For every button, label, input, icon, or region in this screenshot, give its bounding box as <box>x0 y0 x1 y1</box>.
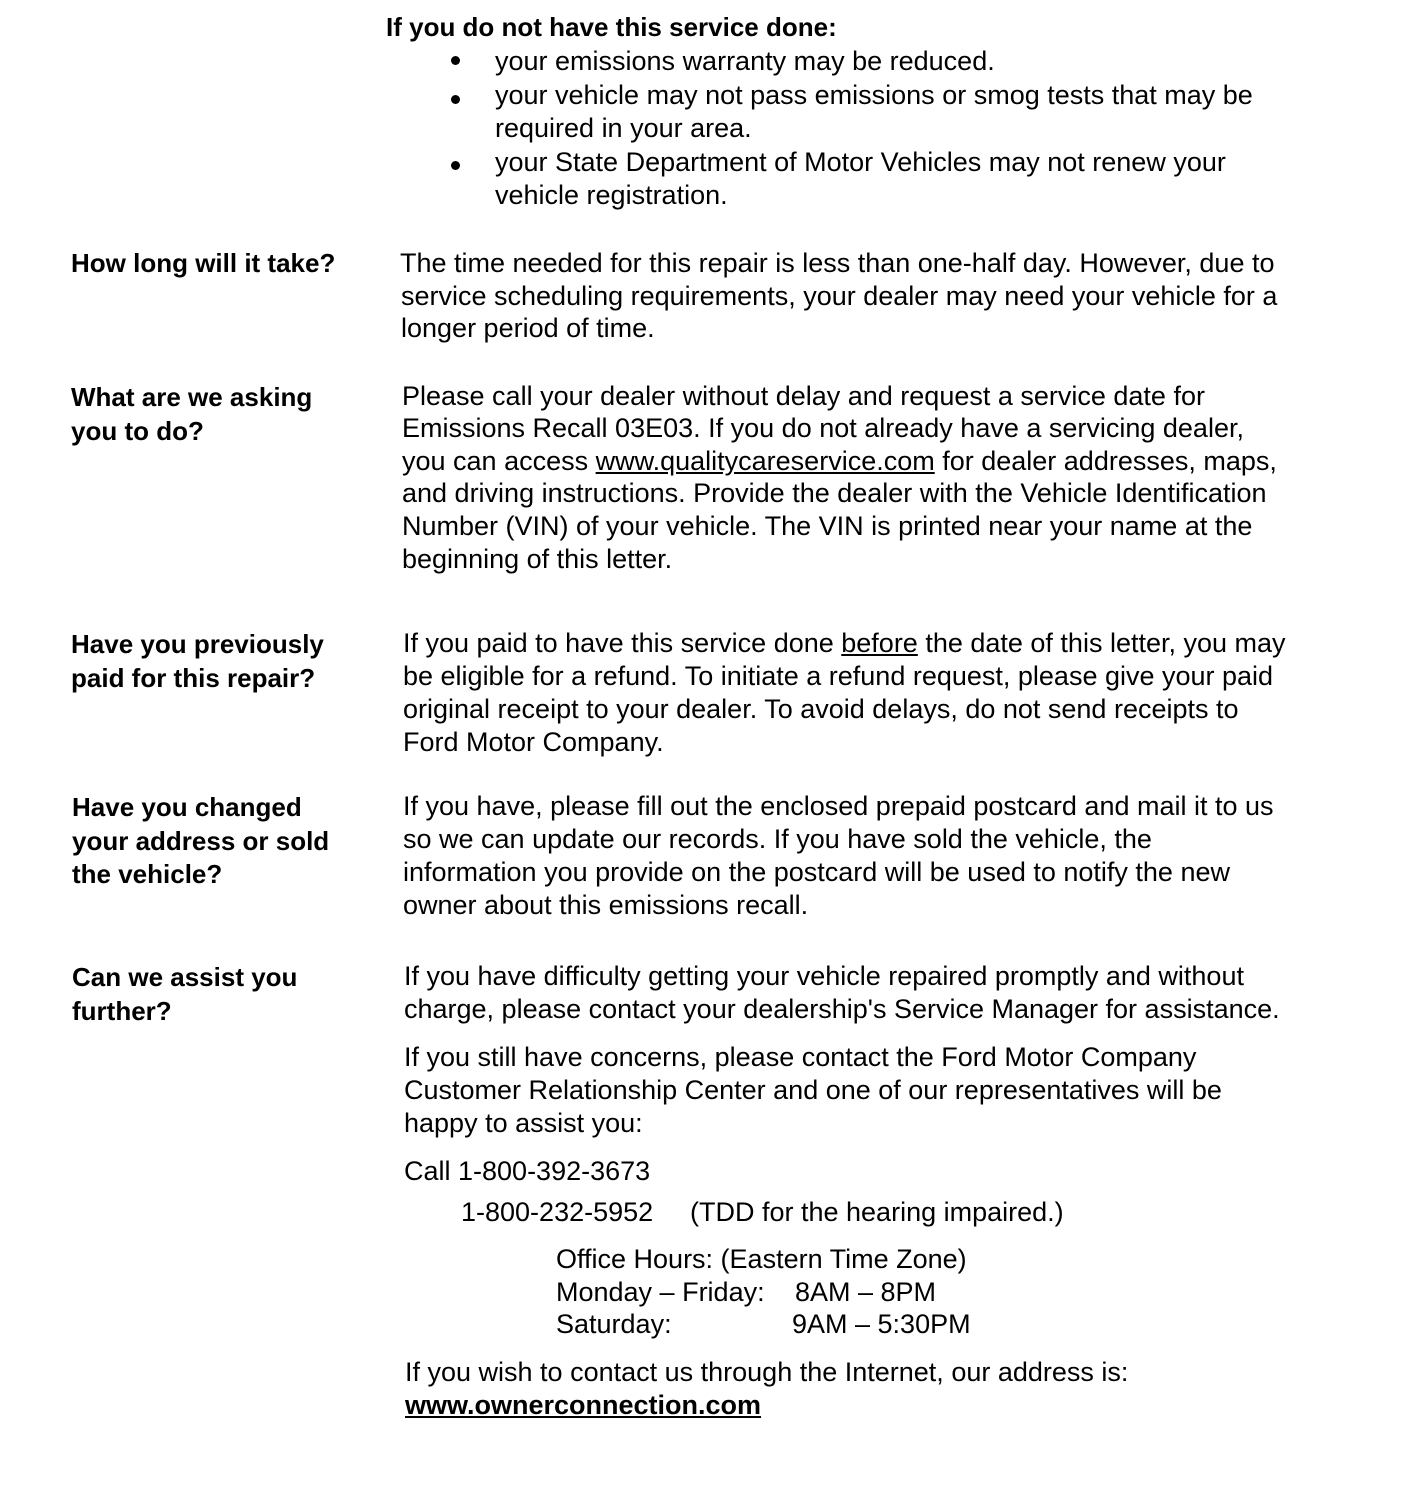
asking-line-4: and driving instructions. Provide the dealer with the Vehicle Identification <box>402 478 1267 508</box>
bullet-3-line-2: vehicle registration. <box>495 180 728 210</box>
assist-para-1-line-1: If you have difficulty getting your vehicle repaired promptly and without <box>404 961 1244 991</box>
asking-question-line-2: you to do? <box>71 416 204 446</box>
changed-address-line-2: so we can update our records. If you have sold the vehicle, the <box>403 824 1152 854</box>
owner-connection-link-wrapper <box>405 1389 761 1422</box>
previously-paid-line-2: be eligible for a refund. To initiate a refund request, please give your paid <box>403 661 1274 691</box>
asking-line-3-end: for dealer addresses, maps, <box>934 446 1277 476</box>
asking-line-3-start: you can access <box>402 446 596 476</box>
bullet-1-line-1: your emissions warranty may be reduced. <box>495 46 995 76</box>
assist-para-2-line-1: If you still have concerns, please contact the Ford Motor Company <box>404 1042 1197 1072</box>
bullet-icon <box>451 161 460 170</box>
assist-para-1-line-2: charge, please contact your dealership's Service Manager for assistance. <box>404 994 1280 1024</box>
asking-line-5: Number (VIN) of your vehicle. The VIN is printed near your name at the <box>402 511 1253 541</box>
previously-paid-line-3: original receipt to your dealer. To avoid delays, do not send receipts to <box>403 694 1239 724</box>
bullet-2-line-1: your vehicle may not pass emissions or smog tests that may be <box>495 80 1253 110</box>
changed-address-question-line-3: the vehicle? <box>72 859 223 889</box>
assist-question-line-1: Can we assist you <box>72 962 298 992</box>
assist-para-2-line-3: happy to assist you: <box>404 1108 643 1138</box>
previously-paid-line-4: Ford Motor Company. <box>403 727 664 757</box>
weekday-label: Monday – Friday: <box>556 1277 765 1307</box>
changed-address-line-1: If you have, please fill out the enclosed prepaid postcard and mail it to us <box>403 791 1274 821</box>
previously-paid-question-line-2: paid for this repair? <box>71 663 316 693</box>
asking-question-line-1: What are we asking <box>71 382 313 412</box>
office-hours-heading: Office Hours: (Eastern Time Zone) <box>556 1244 967 1274</box>
call-phone-line: Call 1-800-392-3673 <box>404 1156 651 1186</box>
saturday-hours: 9AM – 5:30PM <box>792 1309 971 1339</box>
saturday-label: Saturday: <box>556 1309 672 1339</box>
weekday-hours: 8AM – 8PM <box>795 1277 937 1307</box>
tdd-note: (TDD for the hearing impaired.) <box>690 1197 1064 1227</box>
changed-address-question-line-1: Have you changed <box>72 792 302 822</box>
owner-connection-link[interactable]: www.ownerconnection.com <box>405 1390 762 1420</box>
bullet-icon <box>451 56 460 65</box>
bullet-icon <box>451 95 460 104</box>
changed-address-question-line-2: your address or sold <box>72 826 330 856</box>
previously-paid-line-1-end: the date of this letter, you may <box>917 628 1286 658</box>
changed-address-line-3: information you provide on the postcard will be used to notify the new <box>403 857 1230 887</box>
assist-question-line-2: further? <box>72 996 172 1026</box>
asking-line-6: beginning of this letter. <box>402 544 673 574</box>
tdd-phone-number: 1-800-232-5952 <box>461 1197 654 1227</box>
how-long-line-2: service scheduling requirements, your dealer may need your vehicle for a <box>401 281 1278 311</box>
bullet-3-line-1: your State Department of Motor Vehicles may not renew your <box>495 147 1226 177</box>
previously-paid-question-line-1: Have you previously <box>71 629 324 659</box>
asking-line-1: Please call your dealer without delay and request a service date for <box>402 381 1205 411</box>
asking-line-2: Emissions Recall 03E03. If you do not already have a servicing dealer, <box>402 413 1244 443</box>
quality-care-link[interactable]: www.qualitycareservice.com <box>595 446 935 476</box>
previously-paid-line-1-start: If you paid to have this service done <box>403 628 842 658</box>
how-long-line-3: longer period of time. <box>401 313 655 343</box>
before-underlined-word: before <box>841 628 918 658</box>
how-long-question: How long will it take? <box>71 248 336 278</box>
internet-contact-line: If you wish to contact us through the Internet, our address is: <box>405 1357 1129 1387</box>
bullet-2-line-2: required in your area. <box>495 113 752 143</box>
assist-para-2-line-2: Customer Relationship Center and one of our representatives will be <box>404 1075 1222 1105</box>
changed-address-line-4: owner about this emissions recall. <box>403 890 809 920</box>
how-long-line-1: The time needed for this repair is less than one-half day. However, due to <box>400 248 1275 278</box>
previously-paid-line-1 <box>403 627 1286 660</box>
asking-line-3 <box>402 445 1277 478</box>
service-not-done-heading: If you do not have this service done: <box>386 12 837 42</box>
